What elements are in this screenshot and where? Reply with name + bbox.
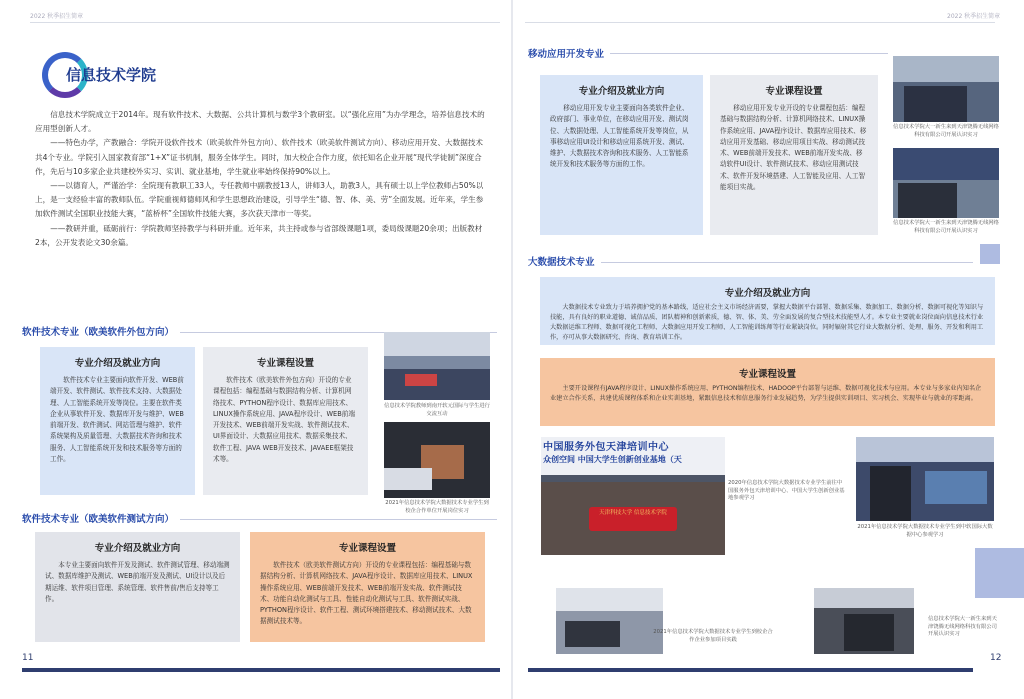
section-title-bigdata: 大数据技术专业	[528, 254, 601, 268]
bigdata-career-heading: 专业介绍及就业方向	[724, 288, 811, 299]
caption-student-laptop: 2021年信息技术学院大数据技术专业学生到校企合作单位开展岗位实习	[385, 500, 489, 514]
testing-course-heading: 专业课程设置	[338, 543, 396, 554]
header-left: 2022 秋季招生简章	[30, 13, 84, 20]
photo-classroom-exchange	[384, 332, 490, 400]
outsourcing-course-box	[203, 347, 368, 495]
testing-career-text: 本专业主要面向软件开发及测试、软件测试管理、移动端测试、数据库维护及测试、WEB前端开发及测试、UI设计以及后期运维、软件项目管理、系统管理、软件售前/售后支持等工作。	[45, 561, 230, 603]
intro-paragraph-3: ——以德育人，严谨治学：全院现有教职工33人，专任教师中副教授13人，讲师3人，助教3人，具有硕士以上学位教师占50%以上，是一支经验丰富的教师队伍。学院重视师德师风和学生思想政治建设，引导学生“德、智、体、美、劳”全面发展。近年来，学生参加软件测试全国职业技能大赛，“蓝桥杯”全国软件技能大赛，多次获天津市一等奖。	[35, 181, 484, 219]
outsourcing-career-text: 软件技术专业主要面向软件开发、WEB前端开发、软件测试、软件技术支持、大数据处理、人工智能系统开发等岗位。主要在软件类企业从事软件开发、数据库开发与维护、WEB前端开发、软件测试、网站管理与维护、软件系统架构及质量管理、大数据技术咨询和技术服务、人工智能系统开发和技术服务等方面的工作。	[50, 376, 184, 464]
footer-bar-right	[528, 668, 973, 672]
mobile-course-heading: 专业课程设置	[765, 86, 823, 97]
caption-group-banner: 2020年信息技术学院大数据技术专业学生前往中国服务外包天津培训中心、中国大学生创新创业基地参观学习	[728, 480, 845, 502]
caption-datacenter-visit: 2021年信息技术学院大数据技术专业学生到中软国际大数据中心参观学习	[857, 524, 993, 538]
bigdata-career-box	[540, 277, 995, 345]
mobile-career-heading: 专业介绍及就业方向	[578, 86, 665, 97]
intro-paragraph-4: ——教研并重，砥砺前行：学院教师坚持教学与科研并重。近年来，共主持或参与省部级课题1项，委局级课题20余项；出版教材2本，公开发表论文30余篇。	[35, 223, 483, 247]
photo-student-laptop	[384, 422, 490, 498]
banner-line-2: 众创空间 中国大学生创新创业基地（天	[543, 455, 682, 464]
mobile-career-text: 移动应用开发专业主要面向各类软件企业、政府部门、事业单位，在移动应用开发、测试岗位、大数据处理、人工智能系统开发等岗位，从事移动应用UI设计和移动应用系统开发、测试、维护、大数据技术咨询和技术服务、人工智能系统开发和技术服务等方面的工作。	[550, 104, 689, 169]
header-rule-left	[30, 22, 500, 23]
photo-project-practice	[556, 588, 663, 654]
testing-career-box	[35, 532, 240, 642]
testing-course-text: 软件技术（欧美软件测试方向）开设的专业课程包括：编程基础与数据结构分析、计算机网络技术、JAVA程序设计、数据库应用技术、LINUX操作系统应用、WEB前端开发技术、WEB前端开发实战、软件测试技术、功能自动化测试与工具、性能自动化测试与工具、软件测试实战、PYTHON程序设计、软件工程、测试环境搭建技术、移动测试技术、大数据测试技术等。	[260, 561, 473, 626]
spread-divider	[511, 0, 513, 699]
caption-company-visit-2: 信息技术学院大一新生来到天津饶腾无线网络科技有限公司开展认识实习	[893, 220, 999, 234]
intro-paragraph-2: ——特色办学，产教融合：学院开设软件技术（欧美软件外包方向）、软件技术（欧美软件测试方向）、移动应用开发、大数据技术共4个专业。学院引入国家教育部“1+X”证书机制，服务全体学生。同时，加大校企合作力度，依托知名企业开展“现代学徒制”深度合作，先后与10多家企业共建校外实习、实训、就业基地，学生就业率始终保持90%以上。	[35, 138, 484, 176]
page-number-right: 12	[990, 653, 1002, 663]
testing-course-box	[250, 532, 485, 642]
caption-company-visit-1: 信息技术学院大一新生来到天津饶腾无线网络科技有限公司开展认识实习	[893, 124, 999, 138]
mobile-course-box	[710, 75, 878, 235]
section-title-testing: 软件技术专业（欧美软件测试方向）	[22, 511, 180, 525]
red-banner-text: 天津科技大学 信息技术学院	[599, 510, 667, 516]
caption-project-practice: 2021年信息技术学院大数据技术专业学生到校企合作企业参加项目实践	[653, 629, 773, 643]
bigdata-course-text: 主要开设课程有JAVA程序设计、LINUX操作系统应用、PYTHON编程技术、HADOOP平台部署与运维、数据可视化技术与应用。本专业与多家业内知名企业建立合作关系，共建优质课程体系和企业实训基地，紧跟信息技术和信息服务行业发展趋势，为学生提供实训项目、实习机会、实现毕业与就业的零距离。	[550, 385, 982, 402]
caption-classroom-exchange: 信息技术学院教师到南开软元国际与学生进行交流互动	[384, 403, 490, 417]
footer-bar-left	[22, 668, 500, 672]
outsourcing-career-box	[40, 347, 195, 495]
photo-datacenter-visit	[856, 437, 994, 521]
section-title-mobile: 移动应用开发专业	[528, 46, 610, 60]
college-intro	[35, 108, 487, 250]
photo-group-banner	[541, 437, 725, 555]
caption-lab-tour: 信息技术学院大一新生来到天津饶腾无线网络科技有限公司开展认识实习	[928, 616, 997, 638]
red-banner	[589, 507, 677, 531]
decor-square-bottom	[975, 548, 1024, 598]
bigdata-career-text: 大数据技术专业致力于培养拥护党的基本路线，适应社会主义市场经济需要，掌握大数据平台部署、数据采集、数据加工、数据分析、数据可视化等知识与技能，具有良好的职业道德、诚信品质、团队精神和创新素质，德、智、体、美、劳全面发展的复合型技术技能型人才。本专业主要就业岗位面向信息技术行业大数据运维工程师、数据可视化工程师、大数据应用开发工程师、人工智能训练师等行业紧缺岗位。同时辐射其它行业大数据分析、处理、服务、开发和利用工作，亦可从事大数据研究、咨询、教育培训工作。	[550, 304, 984, 341]
mobile-course-text: 移动应用开发专业开设的专业课程包括：编程基础与数据结构分析、计算机网络技术、LINUX操作系统应用、JAVA程序设计、数据库应用技术、移动应用开发基础、移动应用项目实战、移动测试技术、WEB前端开发技术、WEB前端开发实战、移动软件UI设计、软件测试技术、移动应用测试技术、软件开发环境搭建、人工智能及应用、人工智能项目实战。	[720, 104, 867, 192]
outsourcing-career-heading: 专业介绍及就业方向	[74, 358, 161, 369]
bigdata-course-box	[540, 358, 995, 426]
photo-lab-tour	[814, 588, 914, 654]
outsourcing-course-text: 软件技术（欧美软件外包方向）开设的专业课程包括：编程基础与数据结构分析、计算机网络技术、PYTHON程序设计、数据库应用技术、LINUX操作系统应用、JAVA程序设计、WEB前端开发技术、WEB前端开发实战、软件测试技术、UI界面设计、大数据应用技术、数据采集技术、软件工程、JAVA WEB开发技术、JAVAEE框架技术等。	[213, 376, 355, 464]
decor-square-top	[980, 244, 1000, 264]
page-number-left: 11	[22, 653, 34, 663]
photo-company-visit-1	[893, 56, 999, 122]
photo-company-visit-2	[893, 148, 999, 218]
section-title-outsourcing: 软件技术专业（欧美软件外包方向）	[22, 324, 180, 338]
mobile-career-box	[540, 75, 703, 235]
header-right: 2022 秋季招生简章	[947, 13, 1001, 20]
testing-career-heading: 专业介绍及就业方向	[94, 543, 181, 554]
college-title: 信息技术学院	[66, 66, 157, 84]
header-rule-right	[525, 22, 995, 23]
banner-line-1: 中国服务外包天津培训中心	[543, 442, 669, 453]
bigdata-course-heading: 专业课程设置	[738, 369, 796, 380]
intro-paragraph-1: 信息技术学院成立于2014年。现有软件技术、大数据、公共计算机与数学3个教研室。以“强化应用”为办学理念，培养信息技术的应用型创新人才。	[35, 110, 485, 134]
outsourcing-course-heading: 专业课程设置	[256, 358, 314, 369]
